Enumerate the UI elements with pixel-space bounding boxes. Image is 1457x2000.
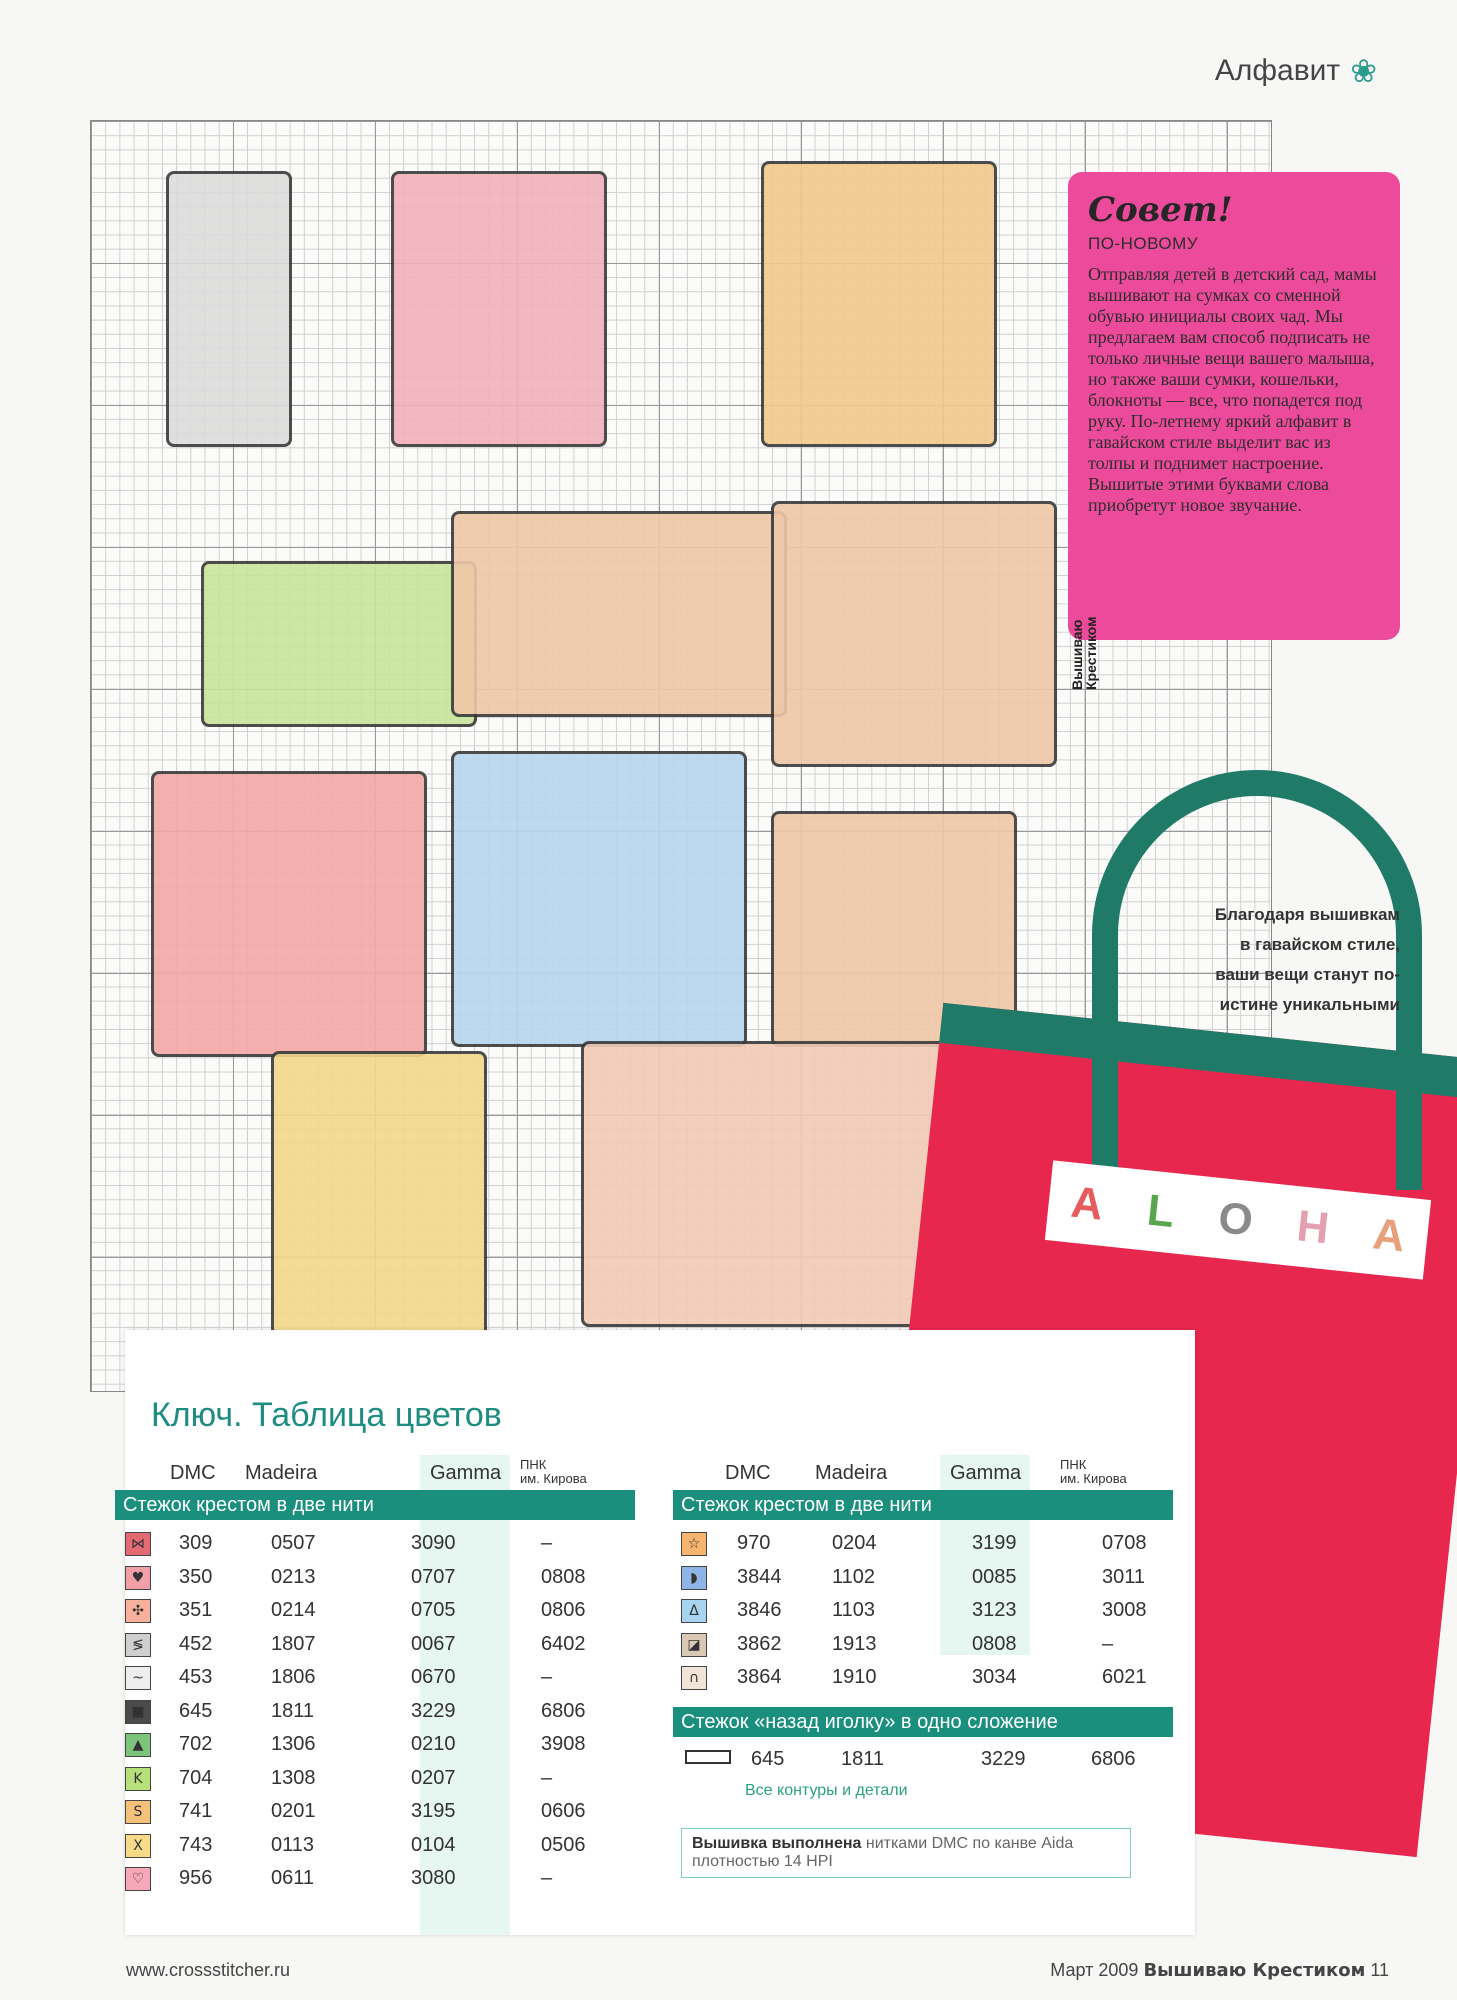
key-title: Ключ. Таблица цветов bbox=[151, 1396, 502, 1434]
motif-hibiscus-3 bbox=[581, 1041, 967, 1327]
thread-symbol-icon: ◪ bbox=[681, 1633, 707, 1657]
color-key-panel bbox=[125, 1330, 1195, 1935]
key-row bbox=[681, 1660, 1172, 1694]
cell-dmc: 741 bbox=[179, 1800, 213, 1822]
cell-madeira: 1913 bbox=[832, 1632, 877, 1655]
caption-line: истине уникальными bbox=[1219, 995, 1400, 1014]
thread-symbol-icon: ▲ bbox=[125, 1733, 151, 1757]
cell-gamma: 0670 bbox=[411, 1666, 456, 1688]
cell-dmc: 3846 bbox=[737, 1599, 782, 1621]
footer-date: Март 2009 bbox=[1050, 1960, 1139, 1980]
cell-pnk: 0806 bbox=[541, 1599, 586, 1621]
tip-box bbox=[1068, 172, 1400, 640]
tip-body: Отправляя детей в детский сад, мамы вышивают на сумках со сменной обувью инициалы своих чад. Мы предлагаем вам способ подписать не только личные вещи вашего малыша, но также ваши сумки, кошельки, блокноты — все, что попадется под руку. По-летнему яркий алфавит в гавайском стиле выделит вас из толпы и поднимет настроение. Вышитые этими буквами слова приобретут новое звучание. bbox=[1088, 264, 1377, 515]
footer-magazine: Вышиваю Крестиком bbox=[1143, 1960, 1366, 1981]
cell-madeira: 1811 bbox=[841, 1748, 885, 1770]
cell-gamma: 0707 bbox=[411, 1565, 456, 1588]
cell-gamma: 3199 bbox=[972, 1532, 1017, 1554]
cell-madeira: 0507 bbox=[271, 1532, 316, 1554]
cell-pnk: 3011 bbox=[1102, 1565, 1146, 1588]
page-header bbox=[1215, 52, 1377, 90]
cell-madeira: 1811 bbox=[271, 1699, 315, 1722]
cell-madeira: 1306 bbox=[271, 1733, 316, 1755]
cell-gamma: 3090 bbox=[411, 1532, 456, 1554]
cell-madeira: 0611 bbox=[271, 1867, 315, 1889]
tip-subtitle: ПО-НОВОМУ bbox=[1088, 234, 1199, 253]
cell-gamma: 0067 bbox=[411, 1632, 456, 1655]
header-gamma: Gamma bbox=[430, 1462, 502, 1484]
cell-gamma: 3034 bbox=[972, 1666, 1017, 1688]
cell-madeira: 0213 bbox=[271, 1565, 316, 1588]
thread-symbol-icon: ⋈ bbox=[125, 1532, 151, 1556]
cell-pnk: 3008 bbox=[1102, 1599, 1147, 1621]
motif-lei bbox=[151, 771, 427, 1057]
cell-dmc: 645 bbox=[751, 1748, 785, 1770]
cell-dmc: 452 bbox=[179, 1632, 213, 1655]
header-pnk-line1: ПНК bbox=[520, 1457, 547, 1472]
footer-url: www.crossstitcher.ru bbox=[126, 1960, 291, 1980]
caption-line: ваши вещи станут по- bbox=[1215, 965, 1400, 984]
cell-dmc: 351 bbox=[179, 1599, 213, 1621]
cell-gamma: 3229 bbox=[981, 1748, 1026, 1770]
footer-page: 11 bbox=[1370, 1960, 1389, 1980]
cell-gamma: 3195 bbox=[411, 1800, 456, 1822]
stitching-info-text: нитками DMC по канве Aida плотностью 14 HPI bbox=[692, 1835, 1074, 1870]
header-dmc: DMC bbox=[725, 1462, 771, 1484]
cell-pnk: 0808 bbox=[541, 1565, 586, 1588]
thread-symbol-icon: ■ bbox=[125, 1700, 151, 1724]
motif-turtle bbox=[451, 511, 787, 717]
cell-dmc: 702 bbox=[179, 1733, 213, 1755]
motif-pineapple-letter bbox=[761, 161, 997, 447]
photo-caption bbox=[1180, 900, 1400, 1020]
header-gamma: Gamma bbox=[950, 1462, 1022, 1484]
cell-dmc: 956 bbox=[179, 1867, 213, 1889]
cell-gamma: 3123 bbox=[972, 1599, 1017, 1621]
thread-symbol-icon: ~ bbox=[125, 1666, 151, 1690]
header-pnk-line1: ПНК bbox=[1060, 1457, 1087, 1472]
motif-pineapple bbox=[271, 1051, 487, 1337]
cell-gamma: 0705 bbox=[411, 1599, 456, 1621]
thread-symbol-icon: ◗ bbox=[681, 1566, 707, 1590]
cell-madeira: 1102 bbox=[832, 1565, 876, 1588]
key-row bbox=[681, 1627, 1172, 1661]
key-row bbox=[681, 1593, 1172, 1627]
cell-dmc: 3864 bbox=[737, 1666, 782, 1688]
header-madeira: Madeira bbox=[815, 1462, 888, 1484]
cell-pnk: 0708 bbox=[1102, 1532, 1147, 1554]
tip-title: Совет! bbox=[1088, 190, 1233, 230]
thread-symbol-icon: K bbox=[125, 1767, 151, 1791]
cell-dmc: 3862 bbox=[737, 1632, 782, 1655]
key-row bbox=[125, 1794, 611, 1828]
cell-dmc: 704 bbox=[179, 1766, 213, 1789]
key-row bbox=[681, 1526, 1172, 1560]
motif-flamingo bbox=[391, 171, 607, 447]
key-row bbox=[125, 1593, 611, 1627]
flower-icon: ❀ bbox=[1350, 53, 1377, 89]
cell-madeira: 1807 bbox=[271, 1632, 316, 1655]
header-madeira: Madeira bbox=[245, 1462, 318, 1484]
header-pnk-line2: им. Кирова bbox=[520, 1471, 587, 1486]
thread-symbol-icon: ☆ bbox=[681, 1532, 707, 1556]
logo-line-2: Крестиком bbox=[1083, 616, 1099, 690]
cell-madeira: 0204 bbox=[832, 1532, 877, 1554]
cell-dmc: 3844 bbox=[737, 1565, 782, 1588]
section-cross-stitch-left: Стежок крестом в две нити bbox=[115, 1490, 635, 1520]
cell-pnk: – bbox=[541, 1766, 553, 1789]
cell-gamma: 0207 bbox=[411, 1766, 456, 1789]
key-row bbox=[125, 1828, 611, 1862]
cell-madeira: 0214 bbox=[271, 1599, 316, 1621]
bag-letter: A bbox=[1068, 1177, 1106, 1230]
key-row bbox=[125, 1627, 611, 1661]
backstitch-line-icon bbox=[685, 1750, 731, 1764]
cell-madeira: 1806 bbox=[271, 1666, 316, 1688]
header-pnk bbox=[1060, 1458, 1127, 1486]
stitching-info-bold: Вышивка выполнена bbox=[692, 1835, 862, 1852]
cell-gamma: 0808 bbox=[972, 1632, 1017, 1655]
cell-gamma: 0104 bbox=[411, 1833, 456, 1856]
backstitch-row bbox=[685, 1742, 1136, 1776]
page-title: Алфавит bbox=[1214, 54, 1341, 87]
logo-line-1: Вышиваю bbox=[1069, 619, 1085, 690]
thread-symbol-icon: ∩ bbox=[681, 1666, 707, 1690]
motif-moai bbox=[166, 171, 292, 447]
section-backstitch: Стежок «назад иголку» в одно сложение bbox=[673, 1707, 1173, 1737]
bag-letter: L bbox=[1144, 1185, 1177, 1238]
thread-symbol-icon: X bbox=[125, 1834, 151, 1858]
cell-madeira: 1308 bbox=[271, 1766, 316, 1789]
thread-symbol-icon: ✣ bbox=[125, 1599, 151, 1623]
thread-symbol-icon: ♡ bbox=[125, 1867, 151, 1891]
cell-pnk: 3908 bbox=[541, 1733, 586, 1755]
cell-pnk: 0606 bbox=[541, 1800, 586, 1822]
key-row bbox=[125, 1694, 611, 1728]
section-cross-stitch-right: Стежок крестом в две нити bbox=[673, 1490, 1173, 1520]
key-row bbox=[125, 1660, 611, 1694]
cell-madeira: 0113 bbox=[271, 1833, 315, 1856]
cell-pnk: – bbox=[541, 1867, 553, 1889]
caption-line: Благодаря вышивкам bbox=[1214, 905, 1400, 924]
header-pnk bbox=[520, 1458, 587, 1486]
thread-symbol-icon: ♥ bbox=[125, 1566, 151, 1590]
stitching-info bbox=[681, 1828, 1131, 1878]
cell-dmc: 453 bbox=[179, 1666, 213, 1688]
motif-dolphin bbox=[451, 751, 747, 1047]
thread-symbol-icon: ≶ bbox=[125, 1633, 151, 1657]
key-row bbox=[125, 1761, 611, 1795]
cell-gamma: 0210 bbox=[411, 1733, 456, 1755]
header-dmc: DMC bbox=[170, 1462, 216, 1484]
cell-madeira: 1103 bbox=[832, 1599, 876, 1621]
cell-dmc: 309 bbox=[179, 1532, 213, 1554]
key-row bbox=[681, 1560, 1172, 1594]
key-row bbox=[125, 1560, 611, 1594]
key-row bbox=[125, 1727, 611, 1761]
cell-pnk: – bbox=[541, 1666, 553, 1688]
motif-gecko bbox=[201, 561, 477, 727]
footer-issue bbox=[1050, 1960, 1389, 1981]
cell-pnk: 6021 bbox=[1102, 1666, 1147, 1688]
cell-madeira: 0201 bbox=[271, 1800, 316, 1822]
bag-letter: A bbox=[1370, 1209, 1408, 1262]
thread-symbol-icon: Δ bbox=[681, 1599, 707, 1623]
cell-pnk: 6806 bbox=[1091, 1748, 1136, 1770]
cell-pnk: – bbox=[541, 1532, 553, 1554]
magazine-logo-vertical bbox=[1070, 617, 1098, 691]
cell-gamma: 3229 bbox=[411, 1699, 456, 1722]
key-row bbox=[125, 1526, 611, 1560]
cell-dmc: 645 bbox=[179, 1699, 213, 1722]
cell-pnk: 6402 bbox=[541, 1632, 586, 1655]
bag-letter: H bbox=[1294, 1201, 1332, 1254]
cell-madeira: 1910 bbox=[832, 1666, 877, 1688]
cell-dmc: 970 bbox=[737, 1532, 771, 1554]
cell-pnk: – bbox=[1102, 1632, 1114, 1655]
cell-dmc: 743 bbox=[179, 1833, 213, 1856]
cell-pnk: 6806 bbox=[541, 1699, 586, 1722]
cell-gamma: 3080 bbox=[411, 1867, 456, 1889]
header-pnk-line2: им. Кирова bbox=[1060, 1471, 1127, 1486]
key-row bbox=[125, 1861, 611, 1895]
bag-letter: O bbox=[1216, 1193, 1256, 1246]
thread-symbol-icon: S bbox=[125, 1800, 151, 1824]
backstitch-note: Все контуры и детали bbox=[745, 1782, 908, 1799]
cell-pnk: 0506 bbox=[541, 1833, 586, 1856]
motif-hibiscus-1 bbox=[771, 501, 1057, 767]
caption-line: в гавайском стиле, bbox=[1239, 935, 1400, 954]
cell-gamma: 0085 bbox=[972, 1565, 1017, 1588]
cell-dmc: 350 bbox=[179, 1565, 213, 1588]
